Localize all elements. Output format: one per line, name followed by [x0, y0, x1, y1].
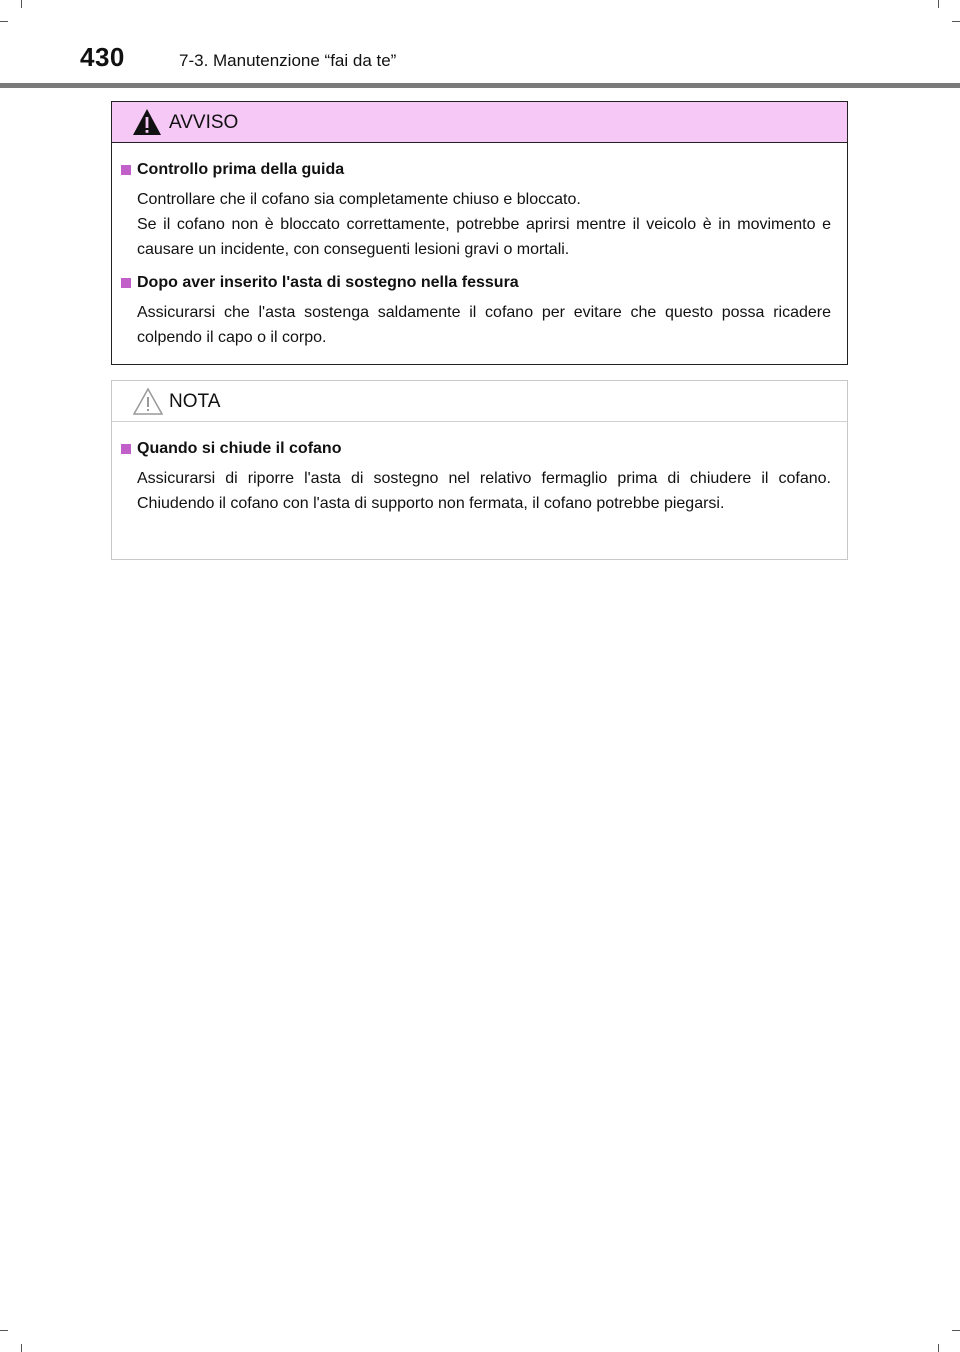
page-header	[0, 0, 960, 92]
warning-label: AVVISO	[169, 112, 239, 133]
paragraph: Controllare che il cofano sia completamente chiuso e bloccato.	[137, 191, 581, 208]
paragraph: Se il cofano non è bloccato correttamente, potrebbe aprirsi mentre il veicolo è in movimento e causare un incidente, con conseguenti lesioni gravi o mortali.	[137, 216, 831, 258]
warning-triangle-outline-icon	[132, 387, 164, 416]
warning-item	[121, 272, 831, 350]
warning-box-header	[112, 102, 847, 143]
page-number: 430	[80, 42, 125, 72]
warning-triangle-filled-icon	[132, 108, 162, 136]
crop-mark	[0, 1330, 8, 1331]
note-label: NOTA	[169, 391, 221, 412]
section-title: 7-3. Manutenzione “fai da te”	[179, 51, 397, 70]
warning-item	[121, 159, 831, 262]
warning-box-body	[112, 143, 847, 350]
crop-mark	[952, 1330, 960, 1331]
warning-box	[111, 101, 848, 365]
warning-item-title: Controllo prima della guida	[121, 159, 831, 181]
warning-item-text	[121, 300, 831, 350]
warning-item-title: Dopo aver inserito l'asta di sostegno nella fessura	[121, 272, 831, 294]
note-item-text	[121, 466, 831, 516]
note-item-title: Quando si chiude il cofano	[121, 438, 831, 460]
note-box	[111, 380, 848, 560]
paragraph: Assicurarsi che l'asta sostenga saldamente il cofano per evitare che questo possa ricadere colpendo il capo o il corpo.	[137, 304, 831, 346]
warning-item-text	[121, 187, 831, 262]
square-bullet-icon	[121, 165, 131, 175]
square-bullet-icon	[121, 278, 131, 288]
crop-mark	[21, 1344, 22, 1352]
crop-mark	[938, 1344, 939, 1352]
note-box-body	[112, 422, 847, 516]
header-rule	[0, 83, 960, 88]
square-bullet-icon	[121, 444, 131, 454]
paragraph: Assicurarsi di riporre l'asta di sostegno nel relativo fermaglio prima di chiudere il cofano. Chiudendo il cofano con l'asta di supporto non fermata, il cofano potrebbe piegarsi.	[137, 470, 831, 512]
note-box-header	[112, 381, 847, 422]
note-item	[121, 438, 831, 516]
